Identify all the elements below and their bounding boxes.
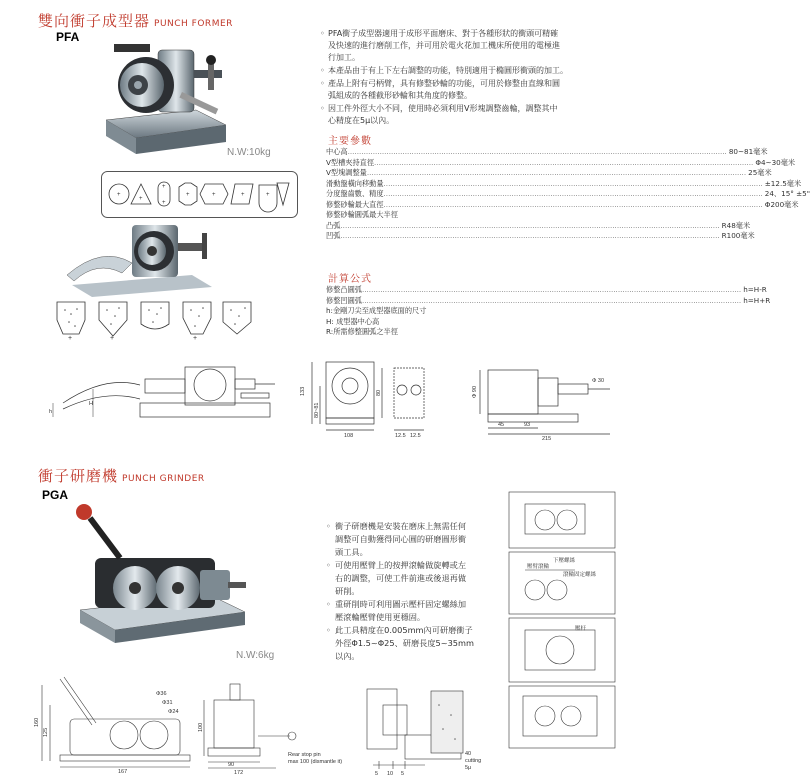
pga-bullet-1: ◦ 衝子研磨機是安裝在磨床上無需任何 調整可自動獲得同心圓的研磨圓形衝 頭工具。 (326, 521, 467, 557)
svg-text:+: + (162, 184, 166, 190)
pga-bullet-3: ◦ 重研削時可利用圖示壓杆固定螺絲加 壓滾輪壓臂使用更穩固。 (326, 599, 467, 622)
params-list (326, 147, 810, 242)
pga-title (38, 465, 205, 486)
pga-description (326, 520, 506, 663)
pfa-dim-phi30: Φ 30 (592, 378, 605, 384)
pga-dim-167: 167 (118, 769, 128, 775)
svg-text:+: + (139, 196, 143, 202)
pfa-title-en: PUNCH FORMER (154, 19, 233, 29)
rear-stop-pin-note: Rear stop pin max 100 (dismantle it) (288, 752, 343, 765)
pfa-dim-12-5-b: 12.5 (410, 433, 421, 439)
formula-title: 計算公式 (328, 274, 372, 285)
svg-text:+: + (162, 200, 166, 206)
pga-dim-5a: 5 (375, 771, 379, 777)
pfa-dim-h: h (49, 409, 53, 415)
formula-row: 修整凹圓弧 ..... h=H+R (326, 296, 576, 307)
pfa-bullet-3: ◦ 產品上附有弓柄臂，具有修整砂輪的功能，可用於修整由直線和圓 弧組成的各種截形砂輪和其角度的修整。 (320, 79, 560, 100)
pga-side-drawing (30, 675, 200, 775)
pga-dim-172: 172 (234, 770, 244, 776)
shape-d (259, 185, 277, 212)
param-row: 凸弧 ..... R48毫米 (326, 221, 576, 232)
param-row: 滑動盤橫向移動量 ..... ±12.5毫米 (326, 179, 576, 190)
param-row: V型槽夾持直徑 ..... Φ4~30毫米 (326, 158, 576, 169)
callout-lever: 壓杆 (575, 626, 587, 632)
pga-dim-5b: 5 (401, 771, 405, 777)
callout-roller: 壓臂滾輪 (527, 564, 550, 570)
svg-text:+: + (68, 335, 73, 342)
svg-text:+: + (186, 192, 190, 198)
pfa-front-drawing (298, 360, 448, 440)
param-row: V型塊調整量 ..... 25毫米 (326, 168, 576, 179)
wheel-profiles (55, 300, 277, 340)
pfa-dim-133: 133 (300, 386, 306, 396)
pfa-bullet-4: ◦ 因工件外徑大小不同，使用時必須利用V形塊調整齒輪，調整其中 心精度在5μ以內。 (320, 104, 558, 125)
pfa-dim-80-81: 80~81 (314, 402, 320, 418)
svg-text:+: + (212, 192, 216, 198)
shape-strip (101, 171, 298, 218)
svg-text:+: + (117, 192, 121, 198)
pfa-machine-photo (86, 30, 246, 155)
pga-cutting-label: cutting (465, 758, 482, 764)
svg-text:+: + (241, 192, 245, 198)
pga-dim-90: 90 (228, 762, 235, 768)
svg-text:+: + (193, 335, 198, 342)
param-row: 修整砂輪最大直徑 ..... Φ200毫米 (326, 200, 576, 211)
pfa-right-drawing (470, 360, 620, 440)
pfa-title-zh: 雙向衝子成型器 (38, 12, 151, 30)
pfa-dim-phi90: Φ 90 (472, 385, 478, 398)
pfa-weight: N.W:10kg (227, 147, 271, 158)
pfa-dim-H: H (89, 401, 93, 407)
pga-dim-160: 160 (34, 717, 40, 727)
pfa-dim-108: 108 (344, 433, 354, 439)
pfa-dim-93: 93 (524, 422, 531, 428)
pga-dim-phi36: Φ36 (156, 691, 167, 697)
formula-note: h:金剛刀尖至成型器底面的尺寸 (326, 306, 427, 315)
param-row: 凹弧 ..... R100毫米 (326, 231, 576, 242)
pga-title-en: PUNCH GRINDER (122, 474, 205, 484)
pga-dim-phi31: Φ31 (162, 700, 173, 706)
pga-dim-125: 125 (43, 727, 49, 737)
pfa-dim-80: 80 (376, 389, 382, 396)
pga-dim-40: 40 (465, 751, 472, 757)
pga-title-zh: 衝子研磨機 (38, 467, 119, 485)
callout-roller-screw: 滾輪固定螺絲 (563, 572, 597, 578)
pga-dim-100: 100 (198, 722, 204, 732)
formula-list (326, 285, 771, 338)
pga-bullet-2: ◦ 可使用壓臂上的按押滾輪做旋轉或左 右的調整，可使工件前進或後退再做 研削。 (326, 560, 467, 596)
pga-usage-illustrations (505, 490, 620, 752)
formula-row: 修整凸圓弧 ..... h=H-R (326, 285, 576, 296)
param-row: 修整砂輪圓弧最大半徑 (326, 210, 398, 219)
pga-machine-photo (60, 500, 260, 650)
pga-dim-phi24: Φ24 (168, 709, 179, 715)
pfa-arm-photo (62, 215, 232, 300)
formula-note: R:所需修整圓弧之半徑 (326, 327, 398, 336)
formula-note: H: 成型器中心高 (326, 316, 380, 326)
params-title: 主要參數 (328, 136, 372, 147)
svg-text:+: + (266, 192, 270, 198)
pfa-model: PFA (56, 30, 80, 44)
pga-5u-label: 5μ (465, 765, 472, 771)
param-row: 中心高 ..... 80~81毫米 (326, 147, 576, 158)
pga-dim-10: 10 (387, 771, 394, 777)
pfa-bullet-2: ◦ 本產品由于有上下左右調整的功能，特別適用于橢圓形衝頭的加工。 (320, 66, 568, 75)
callout-press-screw: 下壓螺絲 (553, 558, 576, 564)
pfa-dim-215: 215 (542, 436, 552, 442)
pfa-description (320, 28, 620, 128)
pfa-dim-45: 45 (498, 422, 505, 428)
pga-bullet-4: ◦ 此工具精度在0.005mm內可研磨衝子 外徑Φ1.5~Φ25、研磨長度5~35mm 以內。 (326, 625, 474, 661)
pfa-dim-12-5-a: 12.5 (395, 433, 406, 439)
pfa-title (38, 10, 233, 31)
param-row: 分度盤齒數、精度 ..... 24、15° ±5" (326, 189, 576, 200)
svg-text:+: + (110, 335, 115, 342)
pfa-side-drawing (45, 355, 295, 435)
pga-detail-drawing (365, 685, 505, 777)
pga-weight: N.W:6kg (236, 650, 275, 661)
pfa-bullet-1: ◦ PFA衝子成型器適用于成形平面磨床、對于各種形狀的衝頭可精確 及快速的進行磨削工作，并可用於電火花加工機床所使用的電極進 行加工。 (320, 29, 560, 62)
pga-model: PGA (42, 488, 69, 502)
